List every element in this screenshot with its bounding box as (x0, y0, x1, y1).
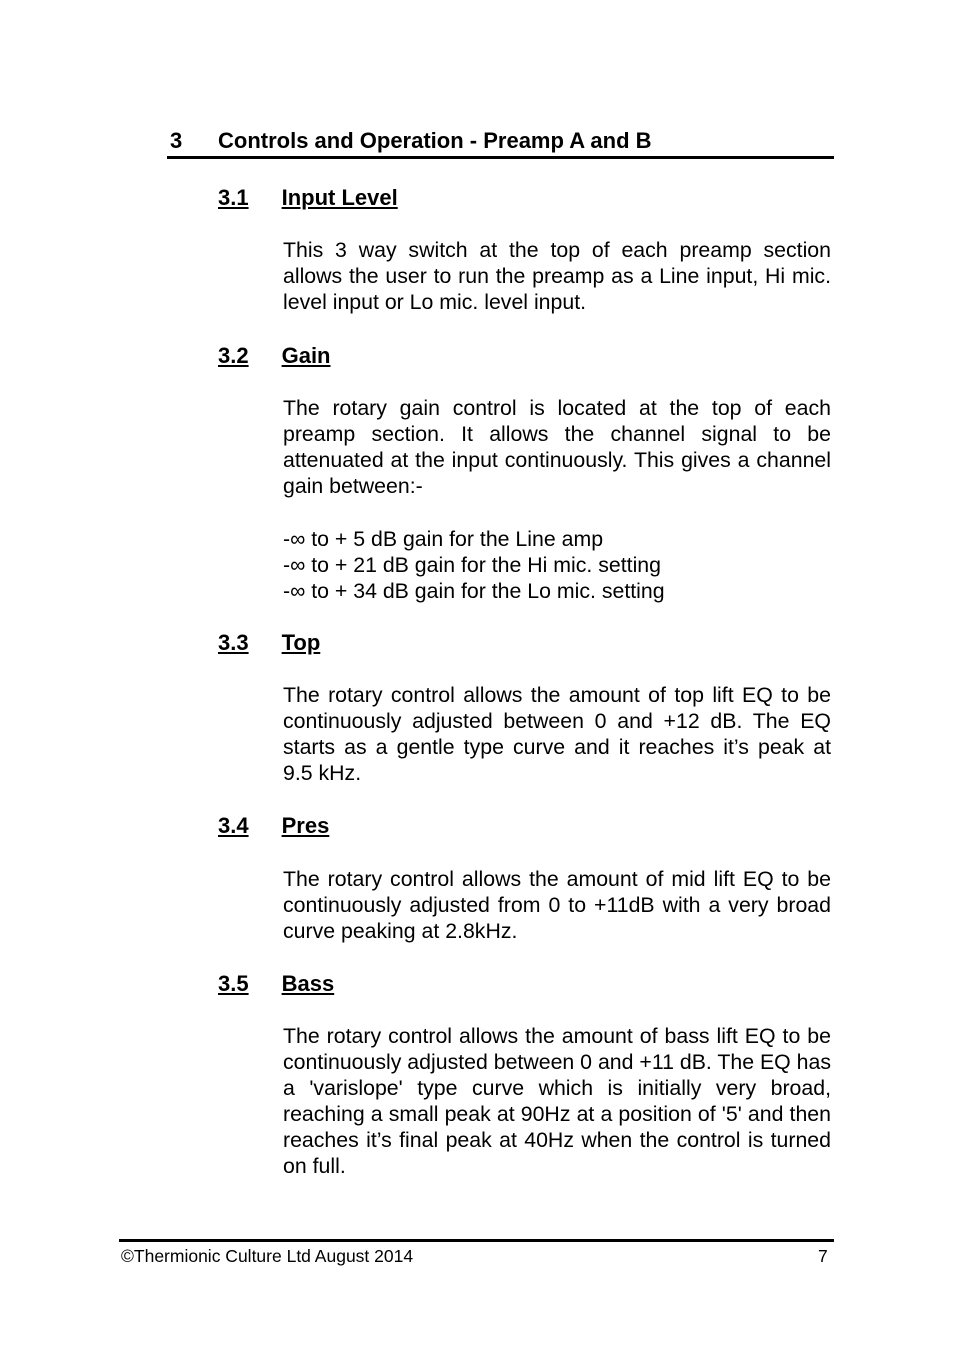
section-title: Top (281, 630, 321, 655)
section-paragraph: The rotary control allows the amount of mid lift EQ to be continuously adjusted from 0 to +11dB with a very broad curve peaking at 2.8kHz. (283, 867, 831, 943)
section-title: Pres (281, 813, 330, 838)
section-number: 3.1 (218, 185, 249, 210)
gain-range-line: -∞ to + 5 dB gain for the Line amp (283, 527, 604, 551)
gain-range-hi: -∞ to + 21 dB gain for the Hi mic. setting (283, 553, 661, 577)
section-paragraph: The rotary gain control is located at the top of each preamp section. It allows the channel signal to be attenuated at the input continuously. This gives a channel gain between:- (283, 396, 831, 498)
section-heading-input-level (218, 185, 398, 211)
chapter-title: Controls and Operation - Preamp A and B (218, 128, 652, 153)
section-number: 3.5 (218, 971, 249, 996)
chapter-heading (167, 126, 834, 159)
section-title: Bass (281, 971, 335, 996)
chapter-number: 3 (170, 128, 183, 153)
section-title: Input Level (281, 185, 398, 210)
section-heading-top (218, 630, 320, 656)
section-heading-bass (218, 971, 334, 997)
gain-range-lo: -∞ to + 34 dB gain for the Lo mic. setting (283, 579, 665, 603)
section-number: 3.4 (218, 813, 249, 838)
section-title: Gain (281, 343, 331, 368)
section-heading-pres (218, 813, 329, 839)
page-number: 7 (818, 1246, 828, 1266)
section-paragraph: The rotary control allows the amount of top lift EQ to be continuously adjusted between 0 and +12 dB. The EQ starts as a gentle type curve and it reaches it’s peak at 9.5 kHz. (283, 683, 831, 785)
section-paragraph: The rotary control allows the amount of bass lift EQ to be continuously adjusted between 0 and +11 dB. The EQ has a 'varislope' type curve which is initially very broad, reaching a small peak at 90Hz at a position of '5' and then reaches it’s final peak at 40Hz when the control is turned on full. (283, 1024, 831, 1178)
section-number: 3.3 (218, 630, 249, 655)
footer-divider (119, 1239, 834, 1242)
section-heading-gain (218, 343, 331, 369)
section-number: 3.2 (218, 343, 249, 368)
footer-copyright: ©Thermionic Culture Ltd August 2014 (121, 1246, 414, 1266)
section-paragraph: This 3 way switch at the top of each preamp section allows the user to run the preamp as a Line input, Hi mic. level input or Lo mic. level input. (283, 238, 831, 314)
